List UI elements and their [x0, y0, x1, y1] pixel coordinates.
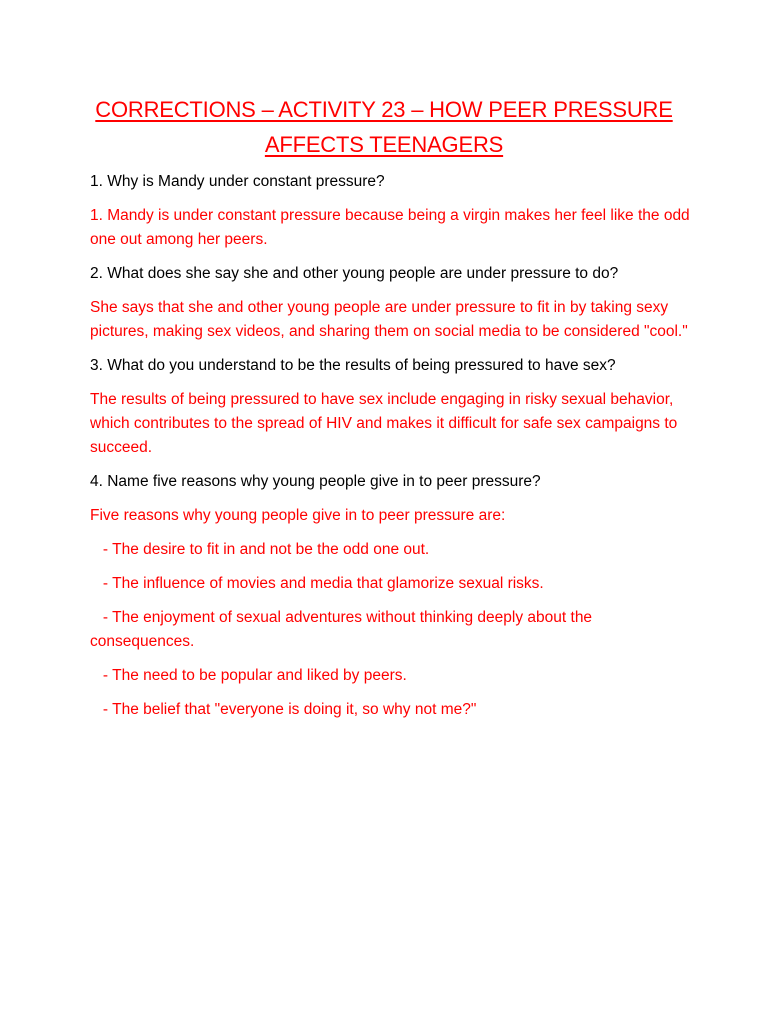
question-1: 1. Why is Mandy under constant pressure?: [90, 173, 385, 190]
answer-3: The results of being pressured to have sex include engaging in risky sexual behavior, which contributes to the spread of HIV and makes it difficult for safe sex campaigns to succeed.: [90, 391, 678, 456]
question-3: 3. What do you understand to be the results of being pressured to have sex?: [90, 357, 616, 374]
title-line-1: CORRECTIONS – ACTIVITY 23 – HOW PEER PRESSURE: [95, 97, 673, 122]
reason-item: - The influence of movies and media that glamorize sexual risks.: [90, 575, 544, 592]
answer-2: She says that she and other young people are under pressure to fit in by taking sexy pictures, making sex videos, and sharing them on social media to be considered "cool.": [90, 299, 688, 340]
reason-item: - The enjoyment of sexual adventures without thinking deeply about the consequences.: [90, 609, 593, 650]
question-4: 4. Name five reasons why young people give in to peer pressure?: [90, 473, 541, 490]
document-body: [90, 170, 690, 732]
reason-item: - The belief that "everyone is doing it, so why not me?": [90, 701, 477, 718]
answer-4-intro: Five reasons why young people give in to peer pressure are:: [90, 507, 506, 524]
answer-1: 1. Mandy is under constant pressure because being a virgin makes her feel like the odd one out among her peers.: [90, 207, 690, 248]
reason-item: - The desire to fit in and not be the odd one out.: [90, 541, 430, 558]
page-title: [0, 92, 768, 162]
title-line-2: AFFECTS TEENAGERS: [264, 132, 504, 157]
question-2: 2. What does she say she and other young people are under pressure to do?: [90, 265, 619, 282]
reason-item: - The need to be popular and liked by peers.: [90, 667, 407, 684]
